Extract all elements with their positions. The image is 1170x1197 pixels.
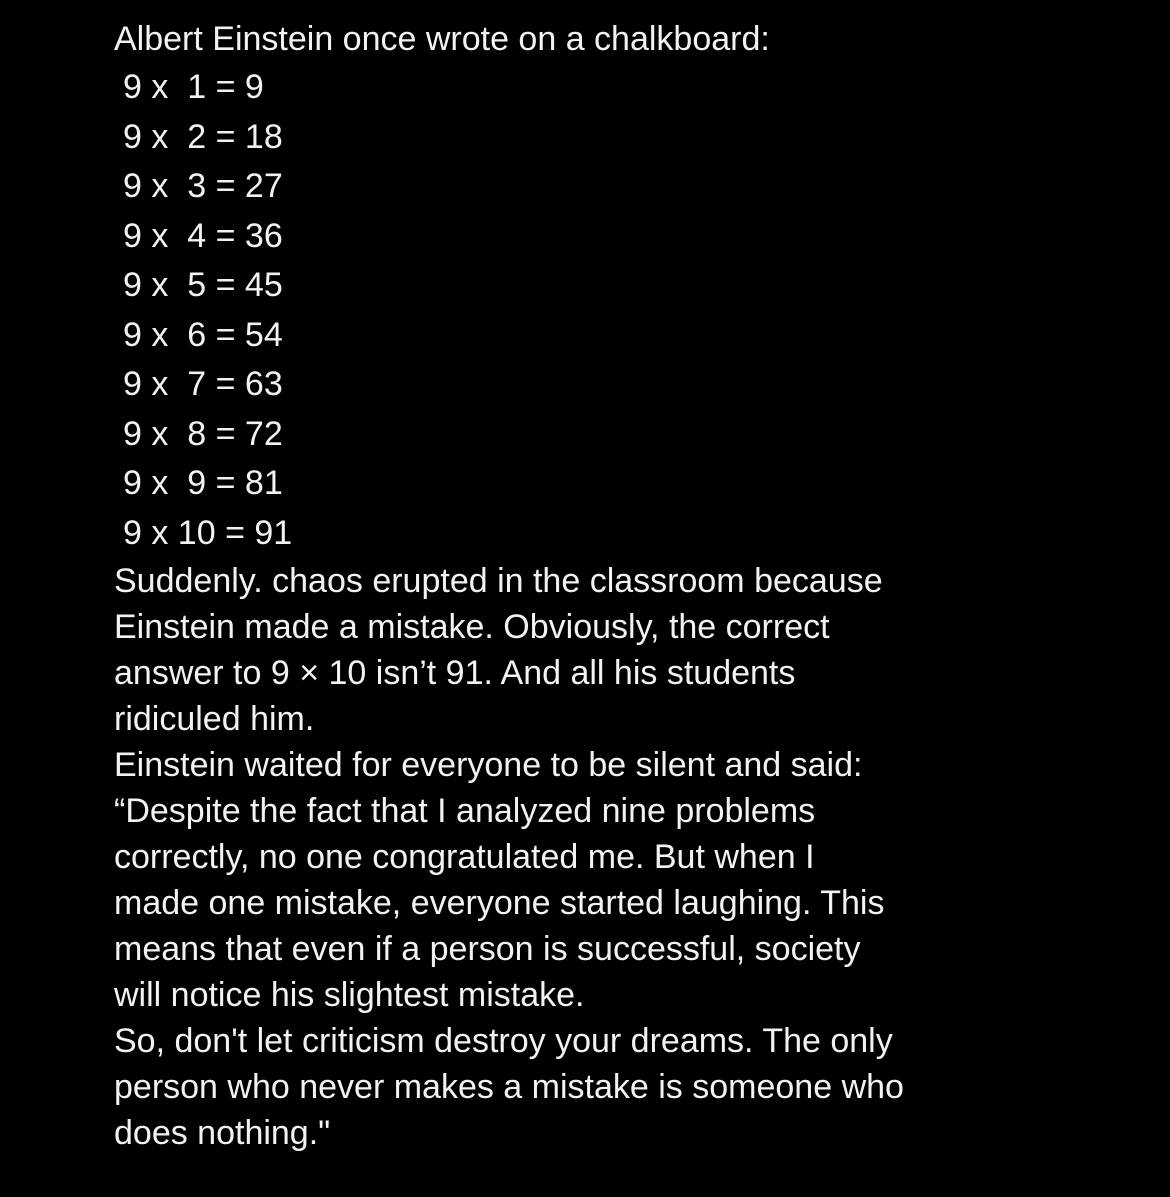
equation-row: 9 x 6 = 54: [123, 315, 283, 354]
equation-list: [114, 63, 1170, 558]
intro-line: Albert Einstein once wrote on a chalkboard:: [114, 20, 770, 58]
story-line: “Despite the fact that I analyzed nine problems: [114, 792, 816, 830]
story-line: means that even if a person is successful, society: [114, 930, 861, 968]
story-line: So, don't let criticism destroy your dreams. The only: [114, 1022, 893, 1060]
story-line: will notice his slightest mistake.: [114, 976, 585, 1014]
story-line: Einstein waited for everyone to be silent and said:: [114, 746, 863, 784]
story-paragraphs: [114, 558, 1170, 1156]
equation-row: 9 x 5 = 45: [123, 266, 283, 304]
story-line: answer to 9 × 10 isn’t 91. And all his students: [114, 654, 796, 692]
story-line: does nothing.": [114, 1114, 331, 1152]
story-line: person who never makes a mistake is someone who: [114, 1068, 904, 1106]
equation-row: 9 x 4 = 36: [123, 216, 283, 255]
story-line: Suddenly. chaos erupted in the classroom because: [114, 562, 883, 600]
story-line: ridiculed him.: [114, 700, 315, 738]
equation-row: 9 x 3 = 27: [123, 167, 283, 205]
story-line: made one mistake, everyone started laughing. This: [114, 884, 885, 922]
story-line: correctly, no one congratulated me. But when I: [114, 838, 815, 876]
equation-row: 9 x 10 = 91: [123, 513, 293, 552]
equation-row: 9 x 9 = 81: [123, 464, 283, 502]
story-line: Einstein made a mistake. Obviously, the correct: [114, 608, 830, 646]
equation-row: 9 x 8 = 72: [123, 414, 283, 453]
equation-row: 9 x 2 = 18: [123, 117, 283, 156]
equation-row: 9 x 1 = 9: [123, 68, 264, 106]
equation-row: 9 x 7 = 63: [123, 365, 283, 403]
